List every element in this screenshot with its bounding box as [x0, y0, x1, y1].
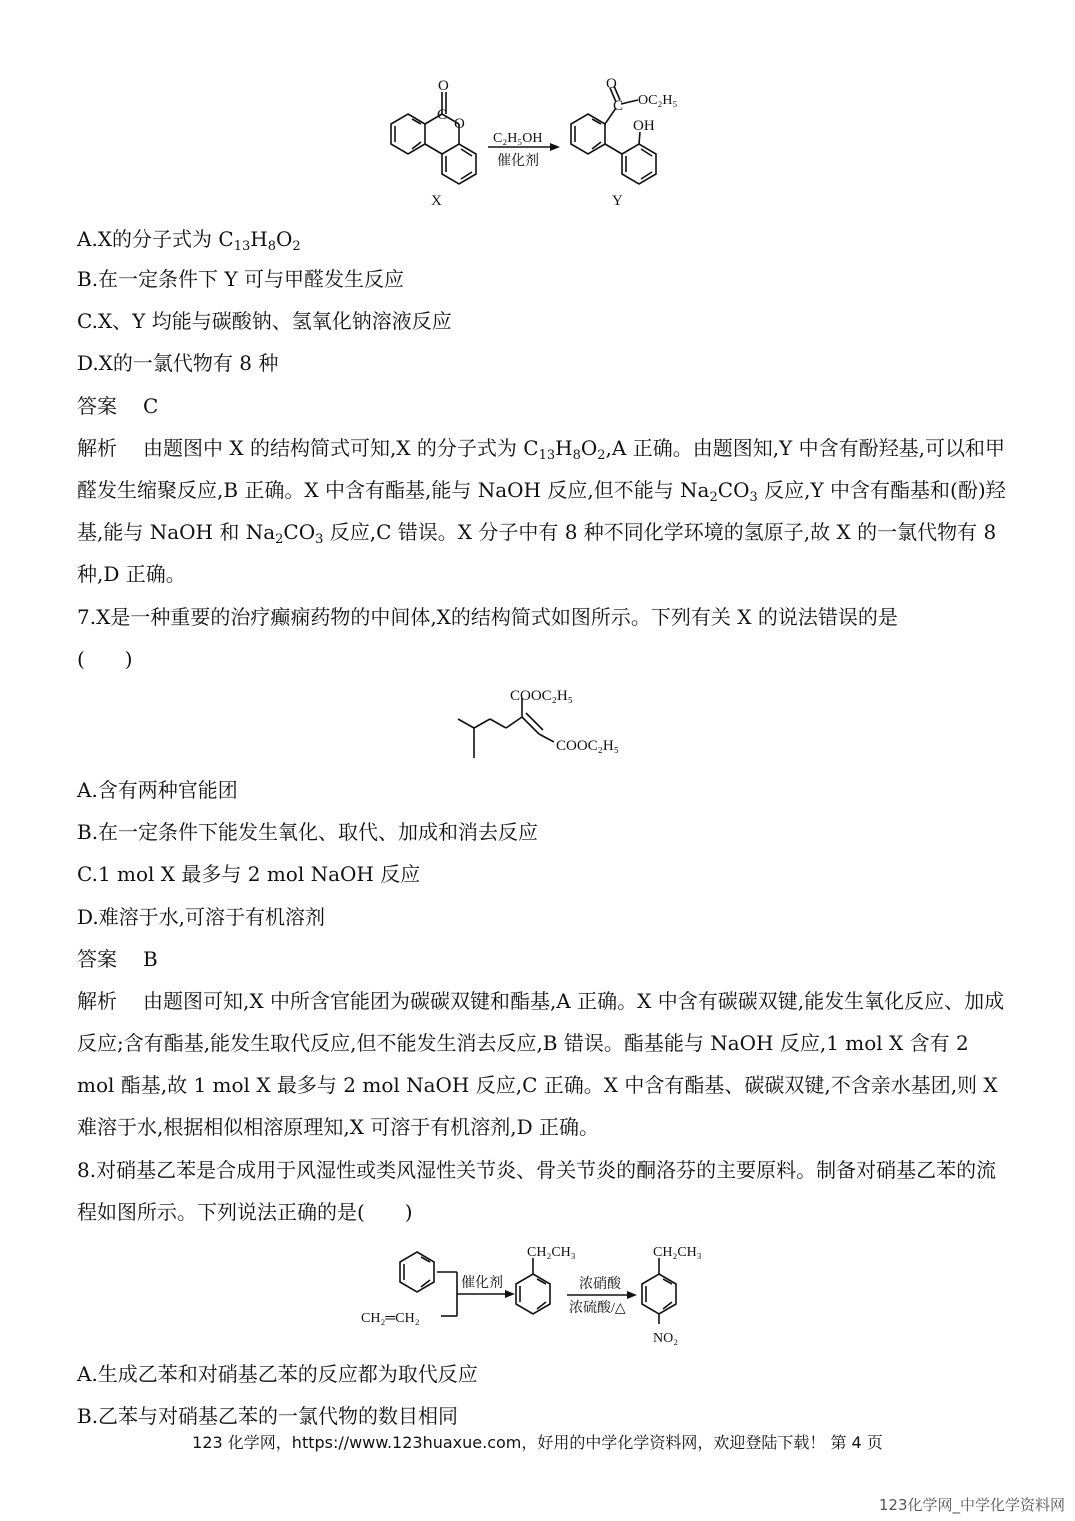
reagent-catalyst: 催化剂	[497, 154, 539, 169]
x-carbonyl-o: O	[438, 78, 449, 94]
q8-option-a: A.生成乙苯和对硝基乙苯的反应都为取代反应	[77, 1362, 478, 1386]
analysis-text: 由题图可知,X 中所含官能团为碳碳双键和酯基,A 正确。X 中含有碳碳双键,能发生氧化反应、加成反应;含有酯基,能发生取代反应,但不能发生消去反应,B 错误。酯基能与 NaOH 反应,1 mol X 含有 2 mol 酯基,故 1 mol X 最多与 2 mol NaOH 反应,C 正确。X 中含有酯基、碳碳双键,不含亲水基团,则 X 难溶于水,根据相似相溶原理知,X 可溶于有机溶剂,D 正确。	[77, 989, 1005, 1139]
x-carbonyl-c: C	[437, 107, 448, 123]
analysis-label: 解析	[77, 436, 117, 460]
reagent-sulfuric-acid: 浓硫酸/△	[569, 1301, 626, 1316]
ethylene-label: CH₂═CH₂	[361, 1311, 420, 1326]
label-y: Y	[612, 193, 623, 209]
watermark: 123化学网_中学化学资料网	[878, 1496, 1065, 1514]
q7-analysis	[77, 980, 1007, 1148]
y-carbonyl-o: O	[606, 76, 617, 92]
reaction-scheme-x-to-y	[370, 72, 710, 212]
analysis-label: 解析	[77, 989, 117, 1013]
q7-answer	[77, 945, 158, 973]
q7-option-b: B.在一定条件下能发生氧化、取代、加成和消去反应	[77, 820, 539, 844]
nitro-group: NO₂	[653, 1331, 679, 1346]
y-carbonyl-c: C	[613, 98, 624, 114]
q7-option-d: D.难溶于水,可溶于有机溶剂	[77, 905, 326, 929]
q6-analysis: 解析 由题图中 X 的结构简式可知,X 的分子式为 $C_{13}H_8O_2,A$ 正确。由题图知,Y 中含有酚羟基,可以和甲醛发生缩聚反应,B 正确。X 中含有酯基,能与 NaOH 反应,但不能与 $Na_2CO_3$ 反应,Y 中含有酯基和(酚)羟基,能与 NaOH 和 $Na_2CO_3$ 反应,C 错误。X 分子中有 8 种不同化学环境的氢原子,故 X 的一氯代物有 8 种,D 正确。	[77, 427, 1007, 595]
q7-option-c: C.1 mol X 最多与 2 mol NaOH 反应	[77, 862, 421, 886]
q7-blank: ( )	[77, 647, 133, 671]
q7-structure	[450, 680, 630, 770]
answer-label: 答案	[77, 394, 117, 418]
answer-label: 答案	[77, 947, 117, 971]
q8-flow-diagram	[355, 1238, 725, 1350]
q8-stem: 8.对硝基乙苯是合成用于风湿性或类风湿性关节炎、骨关节炎的酮洛芬的主要原料。制备对硝基乙苯的流程如图所示。下列说法正确的是( )	[77, 1158, 997, 1224]
ester-group-bottom: COOC₂H₅	[556, 738, 619, 754]
label-x: X	[431, 193, 442, 209]
ethyl-group-2: CH₂CH₃	[653, 1245, 702, 1260]
page-footer: 123 化学网，https://www.123huaxue.com，好用的中学化学资料网，欢迎登陆下载！ 第 4 页	[192, 1433, 883, 1452]
q6-option-a: A.X的分子式为 $C_{13}H_8O_2$	[77, 227, 301, 254]
y-ester-group: OC₂H₅	[638, 93, 678, 108]
ethyl-group-1: CH₂CH₃	[527, 1245, 576, 1260]
y-hydroxyl: OH	[633, 118, 655, 134]
reagent-nitric-acid: 浓硝酸	[579, 1277, 621, 1292]
q6-option-c: C.X、Y 均能与碳酸钠、氢氧化钠溶液反应	[77, 309, 452, 333]
catalyst-label: 催化剂	[461, 1276, 503, 1291]
q6-option-b: B.在一定条件下 Y 可与甲醛发生反应	[77, 267, 404, 291]
ester-group-top: COOC₂H₅	[510, 688, 573, 704]
x-ring-o: O	[454, 116, 465, 132]
answer-value: B	[143, 947, 158, 971]
q6-option-d: D.X的一氯代物有 8 种	[77, 351, 279, 375]
answer-value: C	[143, 394, 159, 418]
reagent-ethanol: C₂H₅OH	[493, 131, 543, 146]
q7-option-a: A.含有两种官能团	[77, 778, 238, 802]
q8-option-b: B.乙苯与对硝基乙苯的一氯代物的数目相同	[77, 1404, 459, 1428]
q6-answer	[77, 392, 158, 420]
q7-stem: 7.X是一种重要的治疗癫痫药物的中间体,X的结构简式如图所示。下列有关 X 的说法错误的是	[77, 605, 898, 629]
